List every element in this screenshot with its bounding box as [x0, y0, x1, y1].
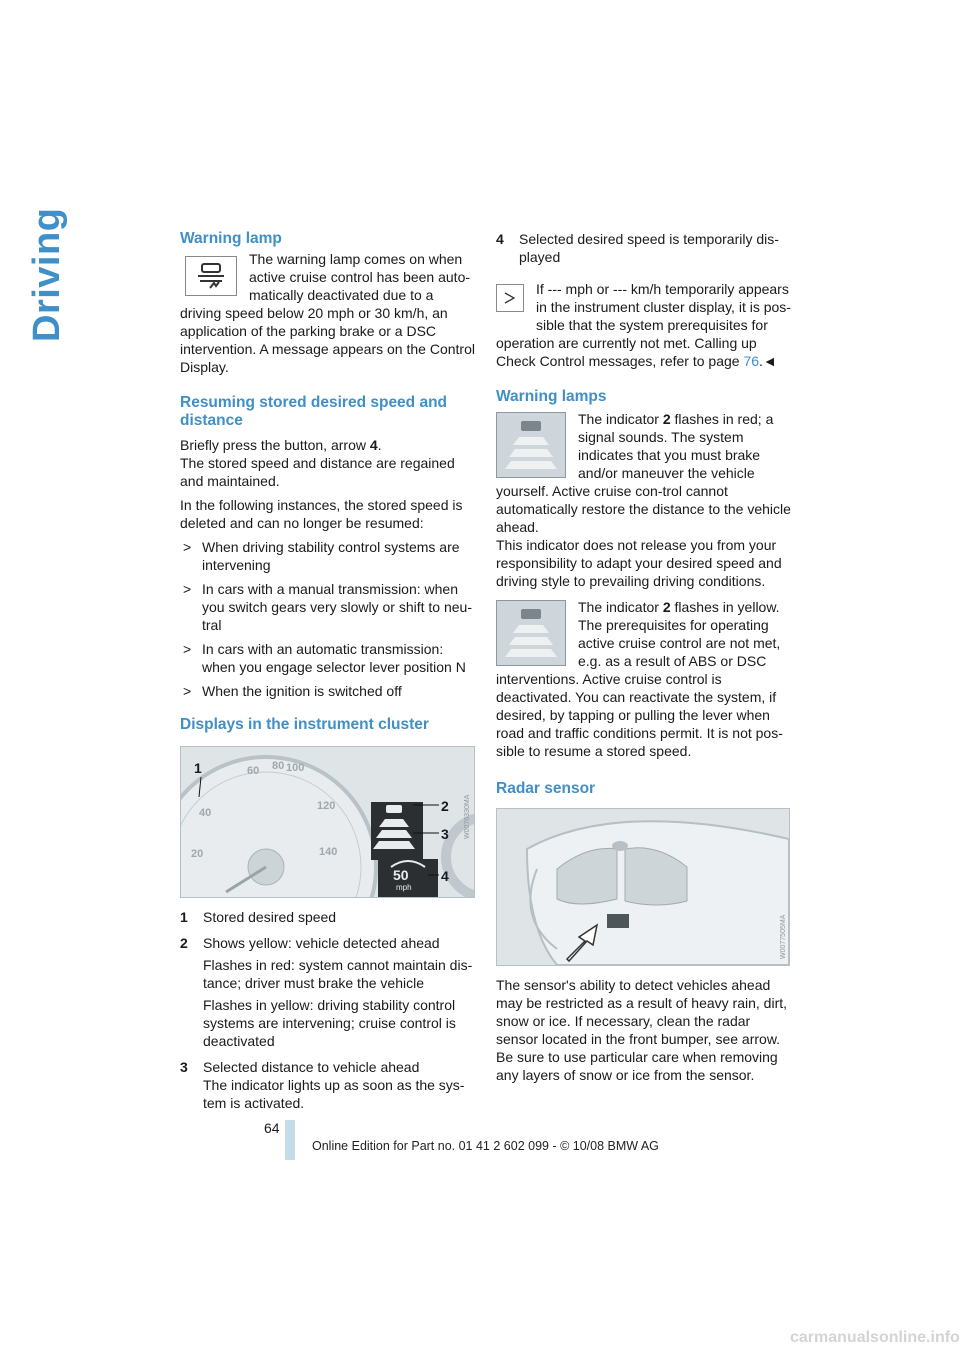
speed-unit: mph [396, 883, 412, 892]
yellow-indicator-text: The indicator 2 flashes in yellow. The prerequisites for operating active cruise control are not met, e.g. as a result of ABS or DSC interventions. Active cruise control is deactivated. You can reactivate the system, if desired, by tapping or pulling the lever when road and traffic conditions permit. It is not pos-sible to resume a stored speed. [496, 599, 783, 759]
left-column [180, 230, 475, 1120]
page-link[interactable]: 76 [743, 353, 760, 369]
red-indicator-block [496, 410, 792, 536]
dial-number: 60 [247, 765, 260, 777]
note-text: If --- mph or --- km/h temporarily appears in the instrument cluster display, it is pos-sible that the system prerequisites for operation are currently not met. Calling up Check Control messages, refer to page 76.◄ [496, 281, 791, 369]
list-item: 1 Stored desired speed [180, 909, 337, 925]
list-item: > In cars with a manual transmission: when you switch gears very slowly or shift to neu-tral [183, 581, 472, 633]
display-items-list-cont [496, 230, 792, 266]
list-item: > When driving stability control systems are intervening [183, 539, 460, 573]
dial-number: 140 [319, 846, 338, 858]
right-column [496, 230, 792, 1084]
warning-lamp-text: The warning lamp comes on when active cruise control has been auto-matically deactivated due to a driving speed below 20 mph or 30 km/h, an application of the parking brake or a DSC intervention. A message appears on the Control Display. [180, 251, 475, 375]
warning-lamp-section [180, 250, 475, 376]
resuming-heading: Resuming stored desired speed and distance [180, 394, 448, 429]
warning-lamp-heading: Warning lamp [180, 230, 282, 247]
chapter-title: Driving [26, 207, 68, 342]
dial-number: 100 [286, 762, 305, 774]
list-item: 4 Selected desired speed is temporarily dis-played [496, 231, 779, 265]
warning-lamps-heading: Warning lamps [496, 388, 607, 405]
distance-indicator-icon [496, 412, 566, 478]
chapter-tab [22, 207, 68, 342]
yellow-indicator-block [496, 598, 792, 760]
distance-indicator-icon [496, 600, 566, 666]
cruise-warning-lamp-icon [185, 256, 237, 296]
dial-number: 80 [272, 760, 285, 772]
speed-value: 50 [393, 867, 409, 883]
figure-code: W0076330MA [464, 794, 471, 839]
callout-2: 2 [441, 798, 449, 814]
car-front-illustration [497, 809, 789, 965]
display-items-list [180, 908, 475, 1112]
red-indicator-p2: This indicator does not release you from your responsibility to adapt your desired speed and driving style to prevailing driving conditions. [496, 537, 782, 589]
dial-number: 120 [317, 800, 336, 812]
radar-sensor-figure [496, 808, 790, 966]
callout-4: 4 [441, 868, 449, 884]
watermark: carmanualsonline.info [790, 1329, 960, 1346]
instrument-cluster-figure [180, 746, 475, 898]
list-item: 3 Selected distance to vehicle ahead The indicator lights up as soon as the sys-tem is activated. [180, 1059, 465, 1111]
edition-note: Online Edition for Part no. 01 41 2 602 099 - © 10/08 BMW AG [312, 1139, 659, 1153]
radar-heading: Radar sensor [496, 780, 596, 797]
resuming-list [180, 538, 475, 700]
list-item: 2 Shows yellow: vehicle detected ahead Flashes in red: system cannot maintain dis-tance; driver must brake the vehicle Flashes in yellow: driving stability control systems are intervening; cruise control is deactivated [180, 935, 473, 1049]
red-indicator-text: The indicator 2 flashes in red; a signal sounds. The system indicates that you must brake and/or maneuver the vehicle yourself. Active cruise con-trol cannot automatically restore the distance to the vehicle ahead. [496, 411, 791, 535]
dial-number: 20 [191, 848, 204, 860]
callout-3: 3 [441, 826, 449, 842]
instrument-cluster-illustration [181, 747, 474, 897]
figure-code: W0077505MA [780, 914, 787, 959]
note-block [496, 280, 792, 370]
note-icon [496, 284, 524, 312]
list-item: > When the ignition is switched off [183, 683, 402, 699]
resuming-p1: Briefly press the button, arrow 4. [180, 437, 382, 453]
callout-1: 1 [194, 760, 202, 776]
footer-accent-bar [285, 1120, 295, 1160]
page-number: 64 [264, 1120, 280, 1136]
list-item: > In cars with an automatic transmission: when you engage selector lever position N [183, 641, 466, 675]
radar-text: The sensor's ability to detect vehicles ahead may be restricted as a result of heavy rain, dirt, snow or ice. If necessary, clean the radar sensor located in the front bumper, see arrow. Be sure to use particular care when removing any layers of snow or ice from the sensor. [496, 977, 788, 1083]
displays-heading: Displays in the instrument cluster [180, 716, 429, 733]
resuming-p2: The stored speed and distance are regained and maintained. [180, 455, 455, 489]
resuming-p3: In the following instances, the stored speed is deleted and can no longer be resumed: [180, 497, 463, 531]
dial-number: 40 [199, 807, 212, 819]
